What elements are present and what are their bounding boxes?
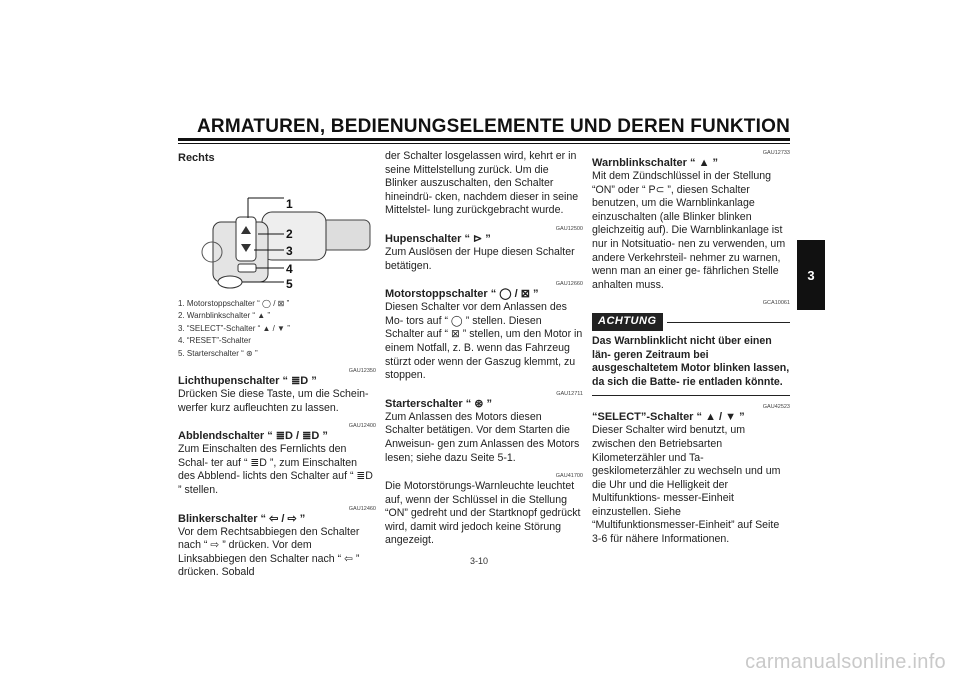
heading-motorstoppschalter: Motorstoppschalter “ ◯ / ⊠ ” (385, 288, 539, 301)
heading-abblendschalter: Abblendschalter “ ≣D / ≣D ” (178, 430, 328, 443)
paragraph: Zum Anlassen des Motors diesen Schalter betätigen. Vor dem Starten die Anweisun- gen zum Anlassen des Motors lesen; siehe dazu Seite 5-1. (385, 410, 580, 464)
heading-hupenschalter: Hupenschalter “ ⊳ ” (385, 232, 491, 245)
doc-code: GCA10061 (762, 300, 790, 307)
heading-starterschalter: Starterschalter “ ⊛ ” (385, 397, 493, 410)
paragraph: Zum Einschalten des Fernlichts den Schal- ter auf “ ≣D ”, zum Einschalten des Abblend- lichts den Schalter auf “ ≣D ” stellen. (178, 443, 373, 497)
page-number: 3-10 (470, 556, 489, 566)
doc-code: GAU12350 (348, 368, 376, 375)
figure-legend (178, 298, 376, 361)
figure-label-1: 1 (286, 196, 293, 211)
achtung-text: Das Warnblinklicht nicht über einen län- geren Zeitraum bei ausgeschaltetem Motor blinken lassen, da sich die Batte- rie entladen könnte. (592, 335, 790, 396)
legend-item: 1. Motorstoppschalter “ ◯ / ⊠ ” (178, 298, 290, 308)
figure-label-5: 5 (286, 276, 293, 291)
handlebar-switch-figure (178, 172, 376, 294)
figure-label-4: 4 (286, 261, 293, 276)
doc-code: GAU12733 (762, 150, 790, 156)
paragraph: Zum Auslösen der Hupe diesen Schalter betätigen. (385, 245, 575, 272)
paragraph: Vor dem Rechtsabbiegen den Schalter nach “ ⇨ ” drücken. Vor dem Linksabbiegen den Schalter nach “ ⇦ ” drücken. Sobald (178, 525, 360, 579)
doc-code: GAU12660 (555, 281, 583, 288)
paragraph: Die Motorstörungs-Warnleuchte leuchtet auf, wenn der Schlüssel in die Stellung “ON” gedreht und der Startknopf gedrückt wird, damit wird jedoch keine Störung angezeigt. (385, 480, 581, 547)
legend-item: 2. Warnblinkschalter “ ▲ ” (178, 311, 271, 321)
column-3 (592, 150, 790, 547)
paragraph: Dieser Schalter wird benutzt, um zwischen den Betriebsarten Kilometerzähler und Ta- geskilometerzähler zu wechseln und um die Uhr und die Helligkeit der Multifunktions- messer-Einheit einzustellen. Siehe “Multifunktionsmesser-Einheit” auf Seite 3-6 für nähere Informationen. (592, 424, 781, 546)
doc-code: GAU41700 (555, 473, 583, 480)
paragraph: Mit dem Zündschlüssel in der Stellung “ON” oder “ P⊂ ”, diesen Schalter benutzen, um die Warnblinkanlage einzuschalten (alle Blinker blinken gleichzeitig auf). Die Warnblinkanlage ist nur in Notsituatio- nen zu verwenden, um andere Verkehrsteil- nehmer zu warnen, wenn man an einer ge- fährlichen Stelle anhalten muss. (592, 170, 786, 291)
heading-blinkerschalter: Blinkerschalter “ ⇦ / ⇨ ” (178, 512, 306, 525)
section-heading: Rechts (178, 152, 215, 164)
handlebar-switch-illustration (178, 172, 376, 294)
achtung-rule (667, 322, 791, 323)
watermark: carmanualsonline.info (745, 651, 946, 673)
doc-code: GAU12711 (556, 390, 583, 397)
header-rule-thick (178, 138, 790, 141)
achtung-label: ACHTUNG (592, 313, 663, 331)
paragraph: der Schalter losgelassen wird, kehrt er in seine Mittelstellung zurück. Um die Blinker auszuschalten, den Schalter hineindrü- cken, nachdem dieser in seine Mittelstel- lung zurückgebracht wurde. (385, 150, 579, 217)
heading-select-schalter: “SELECT”-Schalter “ ▲ / ▼ ” (592, 411, 745, 424)
paragraph: Diesen Schalter vor dem Anlassen des Mo- tors auf “ ◯ ” stellen. Diesen Schalter auf “ ⊠ ” stellen, um den Motor in einem Notfall, z. B. wenn das Fahrzeug stürzt oder wenn der Gaszug klemmt, zu stoppen. (385, 301, 583, 382)
doc-code: GAU42523 (762, 404, 790, 411)
heading-lichthupenschalter: Lichthupenschalter “ ≣D ” (178, 375, 317, 388)
figure-label-2: 2 (286, 226, 293, 241)
paragraph: Drücken Sie diese Taste, um die Schein- werfer kurz aufleuchten zu lassen. (178, 388, 369, 414)
column-2 (385, 150, 583, 548)
figure-label-3: 3 (286, 243, 293, 258)
header-rule-thin (178, 143, 790, 144)
legend-item: 5. Starterschalter “ ⊛ ” (178, 348, 258, 358)
heading-warnblinkschalter: Warnblinkschalter “ ▲ ” (592, 157, 719, 169)
doc-code: GAU12500 (555, 225, 583, 232)
column-1 (178, 150, 376, 580)
chapter-tab: 3 (797, 240, 825, 310)
achtung-notice (592, 313, 790, 331)
page-title: ARMATUREN, BEDIENUNGSELEMENTE UND DEREN FUNKTION (197, 116, 790, 137)
doc-code: GAU12400 (348, 423, 376, 430)
legend-item: 4. “RESET”-Schalter (178, 336, 251, 346)
doc-code: GAU12460 (348, 505, 376, 512)
legend-item: 3. “SELECT”-Schalter “ ▲ / ▼ ” (178, 323, 290, 333)
